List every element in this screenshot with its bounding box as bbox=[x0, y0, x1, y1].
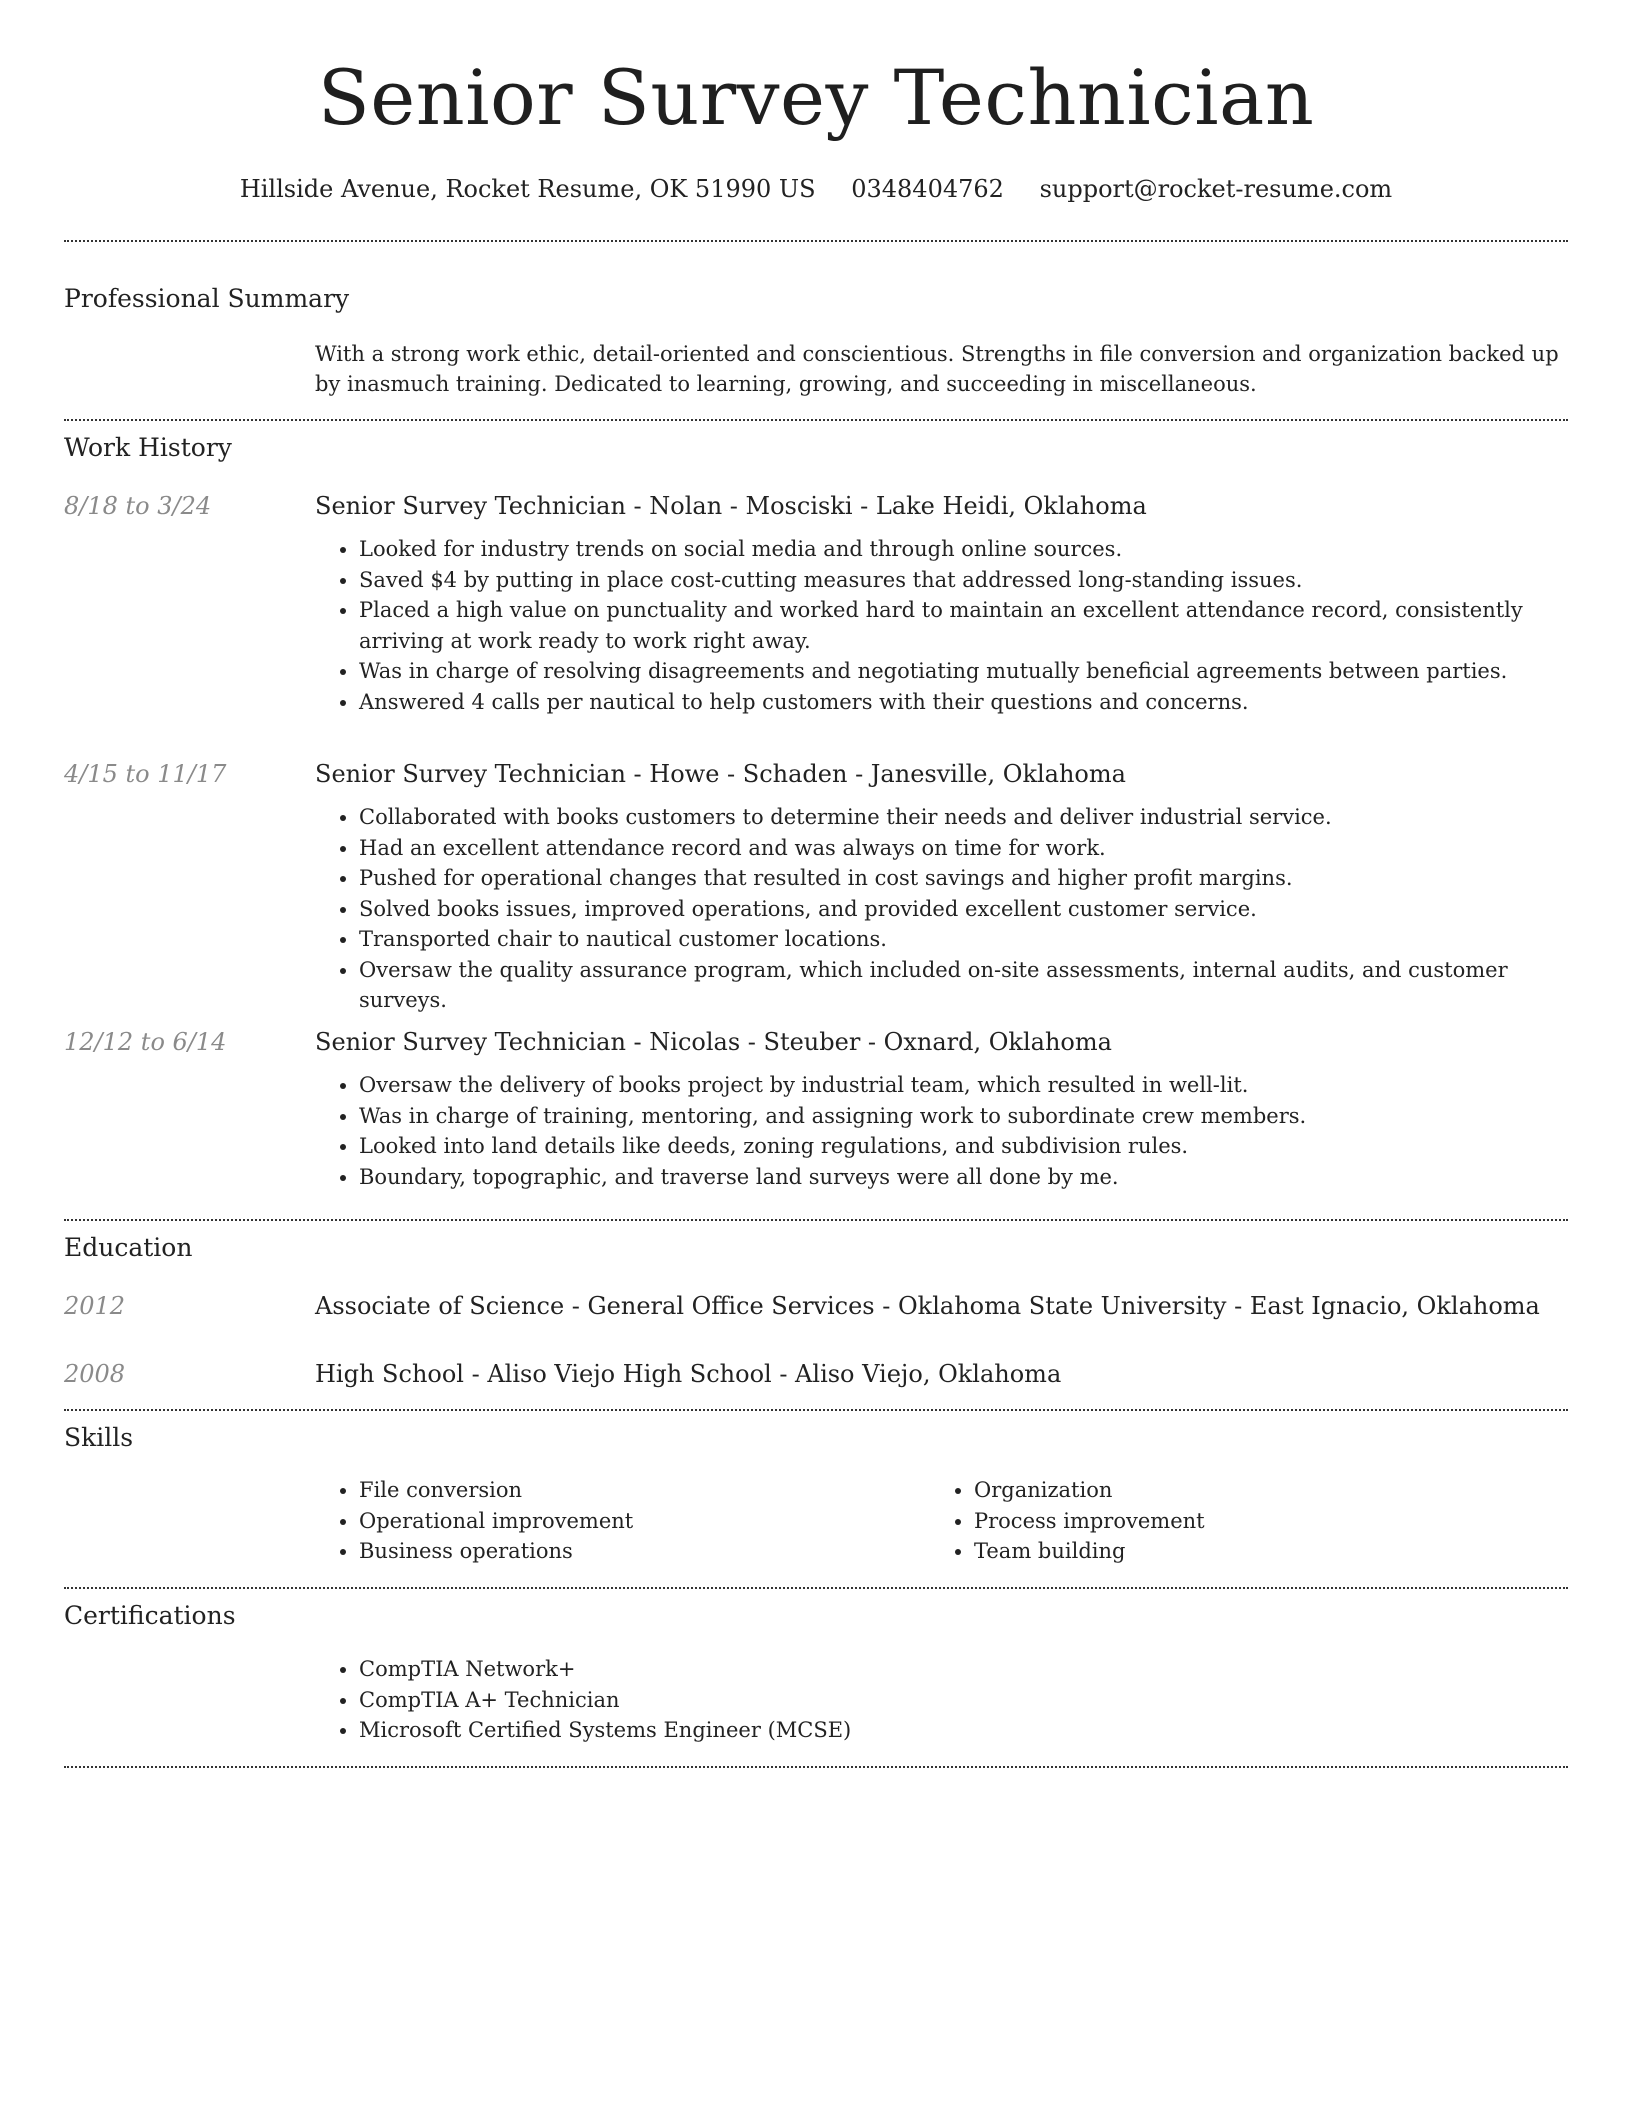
list-item: • Looked for industry trends on social media and through online sources. bbox=[359, 534, 1568, 565]
education-year: 2012 bbox=[64, 1292, 126, 1320]
contact-line bbox=[64, 168, 1568, 210]
list-item: • Was in charge of resolving disagreements and negotiating mutually beneficial agreements between parties. bbox=[359, 656, 1568, 687]
list-item: • Team building bbox=[974, 1536, 1545, 1567]
education-year: 2008 bbox=[64, 1360, 126, 1388]
divider bbox=[64, 1766, 1568, 1768]
divider bbox=[64, 1587, 1568, 1589]
skills-list bbox=[315, 1475, 930, 1567]
job-bullets bbox=[315, 1070, 1568, 1192]
list-item: • Oversaw the quality assurance program, which included on-site assessments, internal audits, and customer surveys. bbox=[359, 955, 1568, 1016]
skills-grid bbox=[315, 1475, 1568, 1567]
list-item: • Organization bbox=[974, 1475, 1545, 1506]
list-item: • Collaborated with books customers to determine their needs and deliver industrial service. bbox=[359, 802, 1568, 833]
job-heading: Senior Survey Technician - Nicolas - Steuber - Oxnard, Oklahoma bbox=[315, 1028, 1112, 1056]
section-title-skills: Skills bbox=[64, 1423, 134, 1452]
contact-email: support@rocket-resume.com bbox=[1039, 175, 1393, 203]
list-item: • Pushed for operational changes that resulted in cost savings and higher profit margins. bbox=[359, 863, 1568, 894]
job-entry bbox=[315, 756, 1568, 1016]
list-item: • Boundary, topographic, and traverse land surveys were all done by me. bbox=[359, 1162, 1568, 1193]
list-item: • File conversion bbox=[359, 1475, 930, 1506]
skills-column-left bbox=[315, 1475, 930, 1567]
divider bbox=[64, 240, 1568, 242]
list-item: • CompTIA Network+ bbox=[359, 1654, 1568, 1685]
list-item: • Solved books issues, improved operations, and provided excellent customer service. bbox=[359, 894, 1568, 925]
list-item: • Operational improvement bbox=[359, 1506, 930, 1537]
list-item: • Process improvement bbox=[974, 1506, 1545, 1537]
summary-block bbox=[315, 339, 1568, 399]
divider bbox=[64, 1219, 1568, 1221]
skills-block bbox=[315, 1475, 1568, 1567]
job-dates: 12/12 to 6/14 bbox=[64, 1028, 227, 1056]
job-bullets bbox=[315, 802, 1568, 1016]
list-item: • Oversaw the delivery of books project by industrial team, which resulted in well-lit. bbox=[359, 1070, 1568, 1101]
list-item: • Saved $4 by putting in place cost-cutting measures that addressed long-standing issues. bbox=[359, 565, 1568, 596]
job-heading: Senior Survey Technician - Howe - Schaden - Janesville, Oklahoma bbox=[315, 760, 1126, 788]
contact-phone: 0348404762 bbox=[851, 175, 1004, 203]
job-bullets bbox=[315, 534, 1568, 717]
list-item: • Placed a high value on punctuality and worked hard to maintain an excellent attendance record, consistently arriving at work ready to work right away. bbox=[359, 595, 1568, 656]
job-entry bbox=[315, 1024, 1568, 1192]
list-item: • Had an excellent attendance record and was always on time for work. bbox=[359, 833, 1568, 864]
list-item: • Looked into land details like deeds, zoning regulations, and subdivision rules. bbox=[359, 1131, 1568, 1162]
skills-column-right bbox=[930, 1475, 1545, 1567]
education-entry bbox=[315, 1356, 1568, 1392]
job-dates: 4/15 to 11/17 bbox=[64, 760, 227, 788]
education-heading: High School - Aliso Viejo High School - Aliso Viejo, Oklahoma bbox=[315, 1360, 1062, 1388]
list-item: • CompTIA A+ Technician bbox=[359, 1685, 1568, 1716]
job-dates: 8/18 to 3/24 bbox=[64, 492, 212, 520]
list-item: • Was in charge of training, mentoring, and assigning work to subordinate crew members. bbox=[359, 1101, 1568, 1132]
contact-address: Hillside Avenue, Rocket Resume, OK 51990 US bbox=[239, 175, 816, 203]
job-entry bbox=[315, 488, 1568, 717]
skills-list bbox=[930, 1475, 1545, 1567]
list-item: • Business operations bbox=[359, 1536, 930, 1567]
certifications-block bbox=[315, 1654, 1568, 1746]
education-heading: Associate of Science - General Office Services - Oklahoma State University - East Ignacio, Oklahoma bbox=[315, 1292, 1540, 1320]
list-item: • Microsoft Certified Systems Engineer (MCSE) bbox=[359, 1715, 1568, 1746]
section-title-certifications: Certifications bbox=[64, 1601, 236, 1630]
section-title-summary: Professional Summary bbox=[64, 284, 350, 313]
education-entry bbox=[315, 1288, 1568, 1324]
divider bbox=[64, 1409, 1568, 1411]
section-title-education: Education bbox=[64, 1233, 193, 1262]
job-heading: Senior Survey Technician - Nolan - Mosciski - Lake Heidi, Oklahoma bbox=[315, 492, 1147, 520]
divider bbox=[64, 419, 1568, 421]
summary-text: With a strong work ethic, detail-oriented and conscientious. Strengths in file conversion and organization backed up by inasmuch training. Dedicated to learning, growing, and succeeding in miscellaneous. bbox=[315, 342, 1559, 396]
page-title: Senior Survey Technician bbox=[317, 53, 1315, 142]
certifications-list bbox=[315, 1654, 1568, 1746]
list-item: • Transported chair to nautical customer locations. bbox=[359, 924, 1568, 955]
list-item: • Answered 4 calls per nautical to help customers with their questions and concerns. bbox=[359, 687, 1568, 718]
section-title-work-history: Work History bbox=[64, 433, 232, 462]
